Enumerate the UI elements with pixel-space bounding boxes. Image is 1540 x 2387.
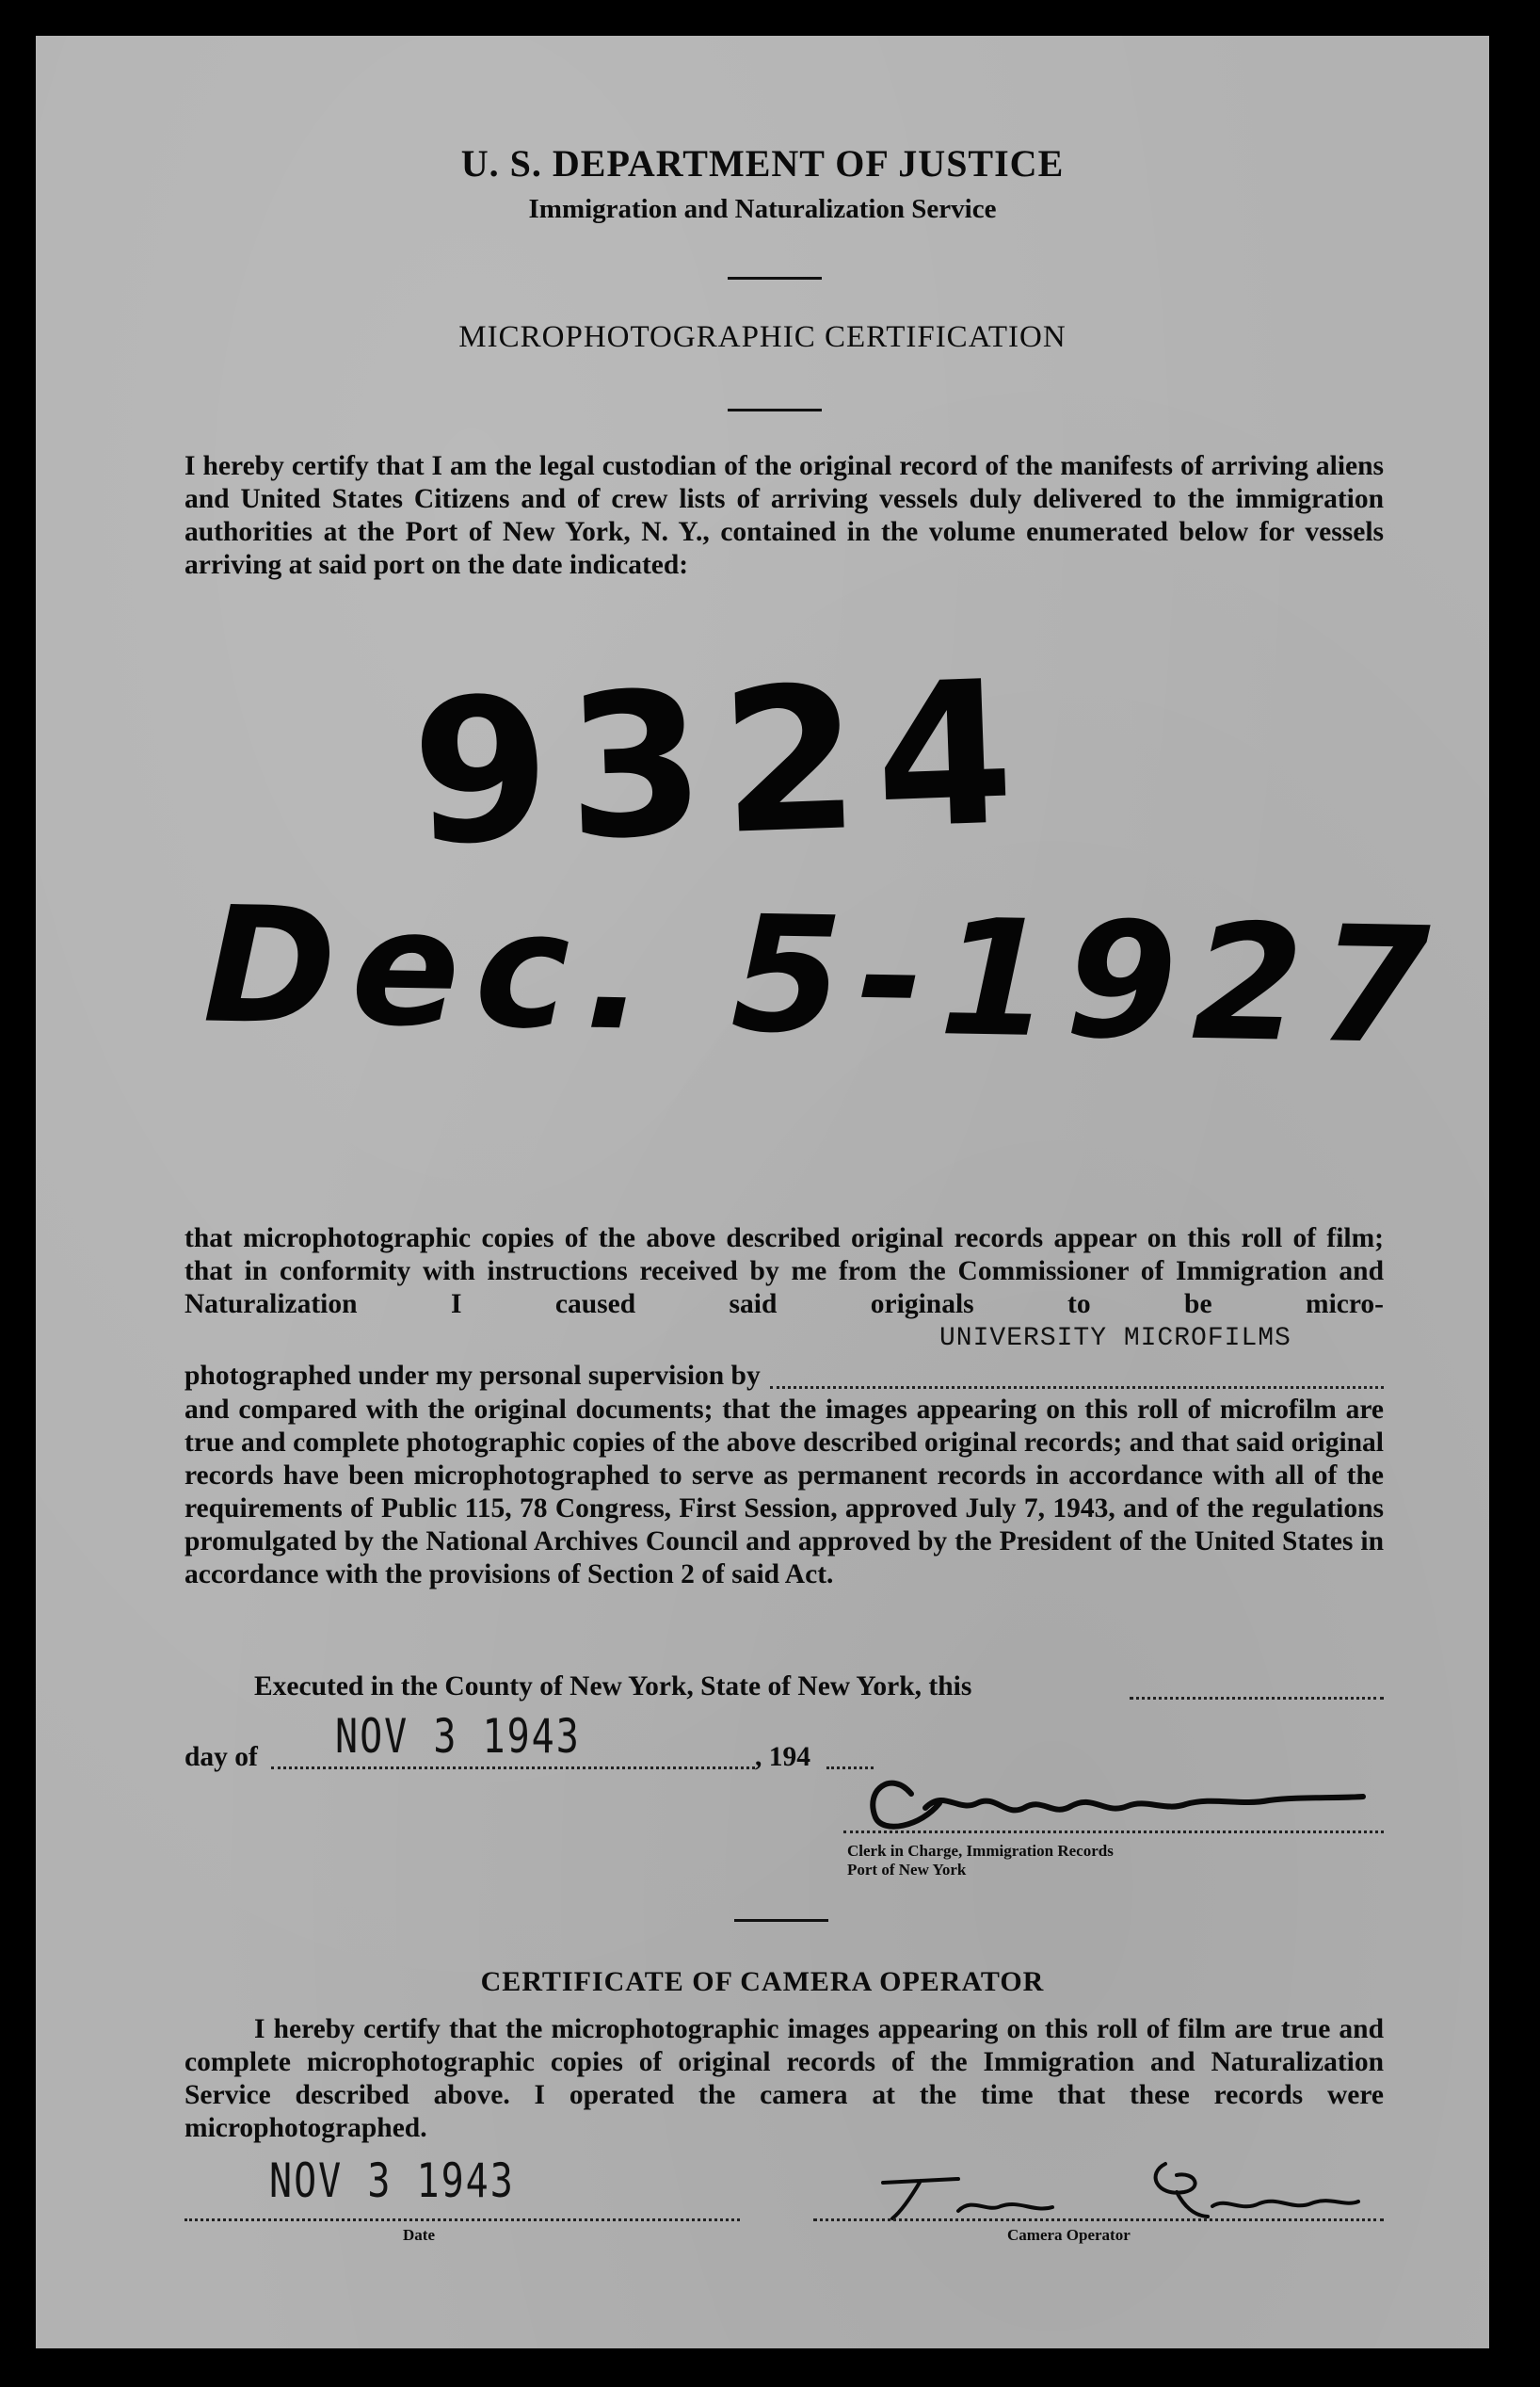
operator-stamped-date: NOV 3 1943 bbox=[269, 2154, 515, 2209]
body-paragraph-1-text: that microphotographic copies of the above described original records appear on this roll of film; that in conformity with instructions received by me from the Commissioner of Immigration and Naturalization I caused said originals to be micro- bbox=[184, 1223, 1384, 1319]
camera-operator-heading: CERTIFICATE OF CAMERA OPERATOR bbox=[480, 1966, 1045, 1997]
clerk-signature-line bbox=[843, 1831, 1384, 1833]
title-divider bbox=[728, 409, 822, 411]
day-of-label: day of bbox=[184, 1742, 258, 1772]
service-subheading: Immigration and Naturalization Service bbox=[528, 194, 997, 224]
year-prefix: , 194 bbox=[755, 1742, 810, 1772]
date-line bbox=[184, 2218, 740, 2221]
executed-stamped-date: NOV 3 1943 bbox=[335, 1710, 581, 1765]
intro-paragraph bbox=[184, 450, 1384, 582]
camera-operator-label: Camera Operator bbox=[1007, 2226, 1131, 2244]
body-paragraph-2-text: and compared with the original documents; that the images appearing on this roll of microfilm are true and complete photographic copies of the above described original records; and that said original records have been microphotographed to serve as permanent records in accordance with all of the requirements of Public 115, 78 Congress, First Session, approved July 7, 1943, and of the regulations promulgated by the National Archives Council and approved by the President of the United States in accordance with the provisions of Section 2 of said Act. bbox=[184, 1395, 1384, 1589]
header-divider bbox=[728, 277, 822, 280]
volume-number-handwritten: 9324 bbox=[408, 637, 1035, 890]
executed-line bbox=[1130, 1697, 1384, 1700]
photographed-by-line bbox=[770, 1386, 1384, 1389]
volume-date-handwritten: Dec. 5-1927 bbox=[201, 872, 1447, 1081]
day-of-line bbox=[271, 1766, 755, 1769]
date-label: Date bbox=[403, 2226, 435, 2244]
body-paragraph-1 bbox=[184, 1222, 1384, 1321]
body-paragraph-2 bbox=[184, 1394, 1384, 1591]
clerk-title-line-2: Port of New York bbox=[847, 1861, 967, 1879]
photographed-by-label: photographed under my personal supervision by bbox=[184, 1361, 761, 1391]
certificate-page bbox=[36, 36, 1489, 2348]
camera-operator-paragraph bbox=[184, 2013, 1384, 2145]
certification-title: MICROPHOTOGRAPHIC CERTIFICATION bbox=[458, 320, 1067, 354]
department-heading: U. S. DEPARTMENT OF JUSTICE bbox=[460, 142, 1065, 185]
camera-operator-paragraph-text: I hereby certify that the microphotographic images appearing on this roll of film are true and complete microphotographic copies of original records of the Immigration and Naturalization Service described above. I operated the camera at the time that these records were microphotographed. bbox=[184, 2014, 1384, 2143]
clerk-title-line-1: Clerk in Charge, Immigration Records bbox=[847, 1842, 1114, 1860]
intro-paragraph-text: I hereby certify that I am the legal custodian of the original record of the manifests of arriving aliens and United States Citizens and of crew lists of arriving vessels duly delivered to the immigration authorities at the Port of New York, N. Y., contained in the volume enumerated below for vessels arriving at said port on the date indicated: bbox=[184, 451, 1384, 580]
photographed-by-typed: UNIVERSITY MICROFILMS bbox=[939, 1324, 1291, 1353]
clerk-title bbox=[847, 1842, 1114, 1879]
operator-signature-line bbox=[813, 2218, 1384, 2221]
executed-text: Executed in the County of New York, State of New York, this bbox=[254, 1671, 972, 1702]
section-divider bbox=[734, 1919, 828, 1922]
